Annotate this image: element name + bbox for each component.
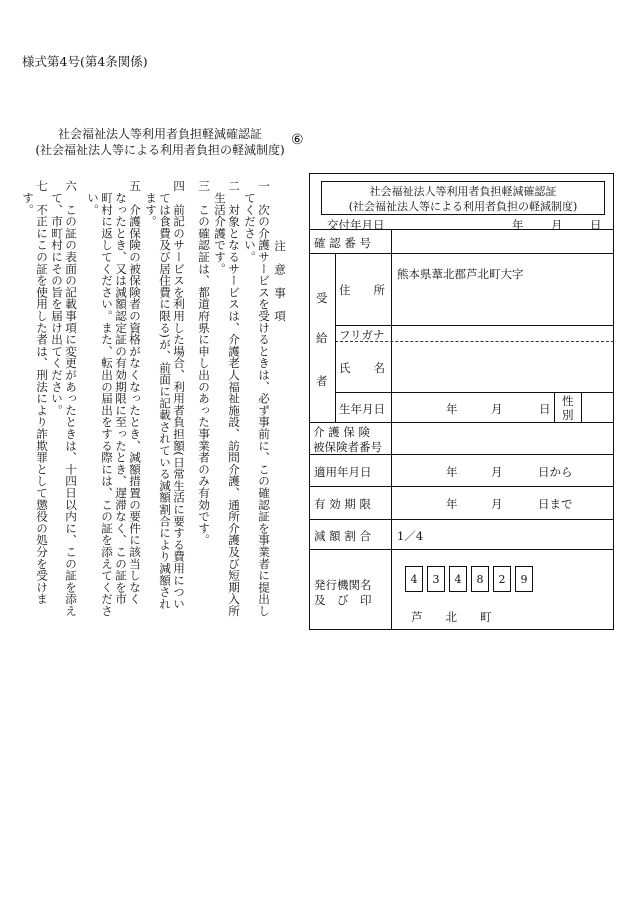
- applicable-date-label: 適用年月日: [314, 465, 372, 479]
- circled-number: ⑥: [291, 132, 304, 148]
- row-divider: [309, 486, 614, 487]
- note-column: 生活介護です。: [213, 180, 227, 275]
- row-divider: [335, 325, 614, 326]
- note-column: す。: [21, 180, 35, 216]
- note-column: て、市町村にその旨を届け出てください。: [50, 180, 64, 416]
- issue-month: 月: [551, 218, 563, 232]
- card-header-line2: (社会福祉法人等による利用者負担の軽減制度): [348, 200, 578, 213]
- note-column: 四 前記のサービスを利用した場合、利用者負担額(日常生活に要する費用につい: [172, 180, 186, 610]
- recipient-label: 受: [316, 291, 328, 305]
- note-column: 七 不正にこの証を使用した者は、刑法により詐欺罪として懲役の処分を受けま: [35, 180, 49, 605]
- birthdate-label: 生年月日: [339, 402, 385, 416]
- birth-day: 日: [539, 402, 551, 416]
- expiry-day: 日まで: [538, 497, 573, 511]
- issue-date-label: 交付年月日: [327, 218, 385, 232]
- reduction-value: 1／4: [397, 529, 424, 543]
- reduction-label: 減 額 割 合: [314, 529, 371, 543]
- issuer-code-digit: 3: [427, 566, 445, 592]
- issue-year: 年: [512, 218, 524, 232]
- issuer-code-digit: 2: [493, 566, 511, 592]
- col-divider: [335, 253, 336, 422]
- note-column: 六 この証の表面の記載事項に変更があったときは、十四日以内に、この証を添え: [64, 180, 78, 617]
- form-number: 様式第4号(第4条関係): [22, 54, 148, 69]
- recipient-label: 者: [316, 374, 328, 388]
- col-divider: [391, 229, 392, 253]
- col-divider: [554, 392, 555, 422]
- notes-heading: 注 意 事 項: [273, 240, 287, 326]
- note-column: ます。: [144, 180, 158, 228]
- applicable-day: 日から: [538, 465, 573, 479]
- note-column: 二 対象となるサービスは、介護老人福祉施設、訪問介護、通所介護及び短期入所: [227, 180, 241, 617]
- document-title: [0, 126, 320, 158]
- issuer-label: 発行機関名: [314, 578, 372, 592]
- insured-number-label: 被保険者番号: [313, 440, 382, 454]
- row-divider: [309, 229, 614, 230]
- expiry-label: 有 効 期 限: [314, 497, 371, 511]
- note-column: ては食費及び居住費に限る)が、前面に記載されている減額割合により減額され: [158, 180, 172, 610]
- issuer-label: 及 び 印: [314, 593, 372, 607]
- birth-month: 月: [491, 402, 503, 416]
- col-divider: [391, 253, 392, 422]
- note-column: 三 この確認証は、都道府県に申し出のあった事業者のみ有効です。: [197, 180, 211, 546]
- insured-number-label: 介 護 保 険: [313, 425, 370, 439]
- card-header-line1: 社会福祉法人等利用者負担軽減確認証: [369, 185, 557, 198]
- card-header: [321, 181, 605, 215]
- col-divider: [391, 422, 392, 630]
- applicable-month: 月: [491, 465, 503, 479]
- note-column: なったとき、又は減額認定証の有効期限に至ったとき、遅滞なく、この証を市: [114, 180, 128, 605]
- issuer-name: 芦 北 町: [411, 610, 492, 624]
- col-divider: [581, 392, 582, 422]
- recipient-label: 給: [316, 331, 328, 345]
- note-column: 町村に返してください。また、転出の届出をする際には、この証を添えてくださ: [100, 180, 114, 617]
- note-column: い。: [86, 180, 100, 216]
- applicable-year: 年: [446, 465, 458, 479]
- row-divider: [309, 549, 614, 550]
- address-value: 熊本県葦北郡芦北町大字: [397, 267, 524, 281]
- gender-label: 性: [562, 394, 574, 408]
- birth-year: 年: [446, 402, 458, 416]
- expiry-year: 年: [446, 497, 458, 511]
- note-column: てください。: [243, 180, 257, 263]
- gender-label: 別: [562, 408, 574, 422]
- row-divider: [309, 519, 614, 520]
- note-column: 一 次の介護サービスを受けるときは、必ず事前に、この確認証を事業者に提出し: [257, 180, 271, 617]
- document-title-line1: 社会福祉法人等利用者負担軽減確認証: [57, 127, 262, 141]
- expiry-month: 月: [491, 497, 503, 511]
- issuer-code-digit: 9: [515, 566, 533, 592]
- issuer-code-digit: 4: [449, 566, 467, 592]
- issuer-code-digit: 8: [471, 566, 489, 592]
- confirmation-number-label: 確 認 番 号: [314, 236, 371, 250]
- address-label: 住 所: [339, 283, 385, 297]
- issue-day: 日: [590, 218, 602, 232]
- name-label: 氏 名: [339, 361, 385, 375]
- document-title-line2: (社会福祉法人等による利用者負担の軽減制度): [35, 143, 285, 157]
- furigana-label: フリガナ: [339, 328, 385, 342]
- row-divider: [309, 253, 614, 254]
- issuer-code-digit: 4: [405, 566, 423, 592]
- note-column: 五 介護保険の被保険者の資格がなくなったとき、減額措置の要件に該当しなく: [128, 180, 142, 605]
